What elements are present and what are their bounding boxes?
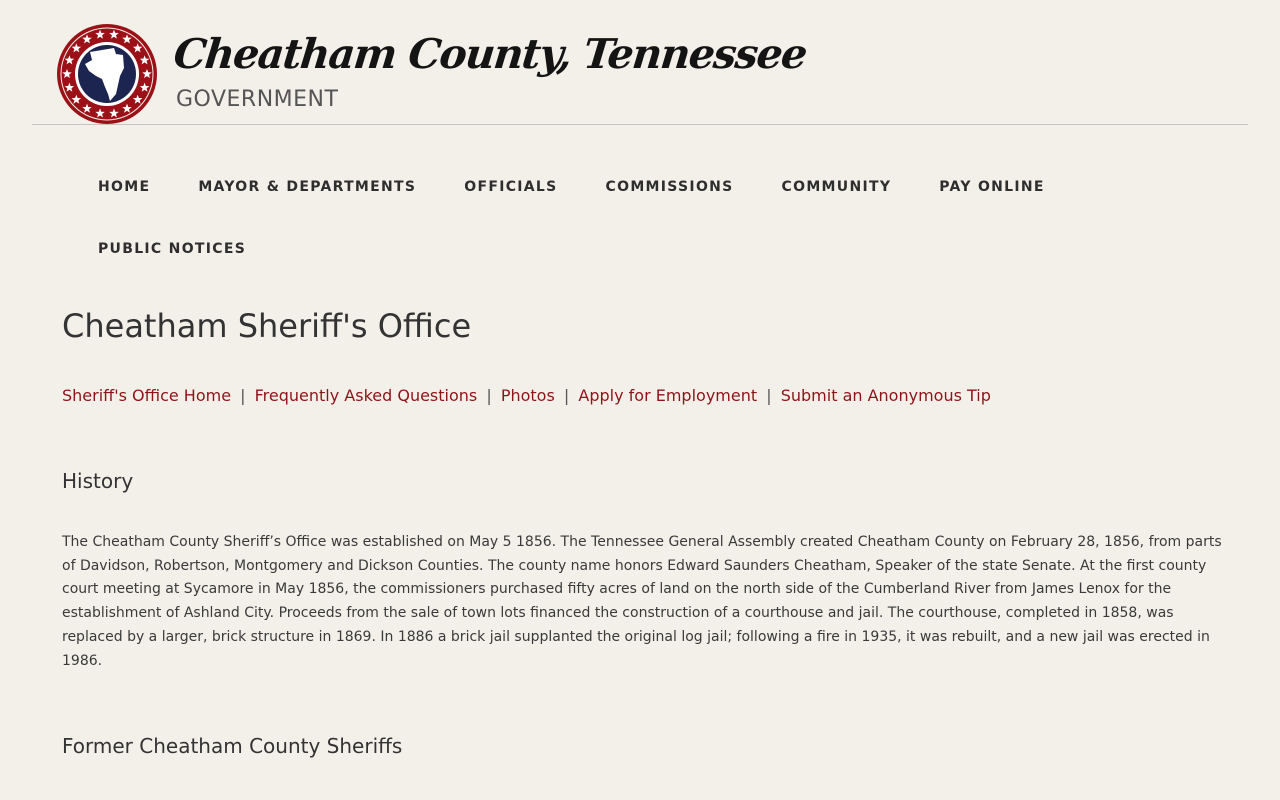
link-sheriffs-office-home[interactable]: Sheriff's Office Home <box>62 386 232 405</box>
nav-item-commissions[interactable]: COMMISSIONS <box>605 179 734 195</box>
county-seal-graphic <box>56 24 160 124</box>
site-header <box>32 0 1248 125</box>
nav-item-community[interactable]: COMMUNITY <box>781 179 892 195</box>
site-subtitle: GOVERNMENT <box>176 87 339 112</box>
page-title: Cheatham Sheriff's Office <box>62 307 472 345</box>
link-photos[interactable]: Photos <box>500 386 555 405</box>
main-navigation <box>98 160 1098 284</box>
link-separator: | <box>486 386 492 405</box>
link-separator: | <box>563 386 570 405</box>
nav-item-mayor-departments[interactable]: MAYOR & DEPARTMENTS <box>198 179 417 195</box>
link-anonymous-tip[interactable]: Submit an Anonymous Tip <box>780 386 991 405</box>
link-separator: | <box>240 386 246 405</box>
link-apply-for-employment[interactable]: Apply for Employment <box>578 386 758 405</box>
history-heading: History <box>62 469 134 493</box>
sheriff-subnav <box>62 386 991 405</box>
nav-item-pay-online[interactable]: PAY ONLINE <box>939 179 1045 195</box>
former-sheriffs-heading: Former Cheatham County Sheriffs <box>62 734 403 758</box>
nav-item-officials[interactable]: OFFICIALS <box>464 179 558 195</box>
nav-item-home[interactable]: HOME <box>98 179 151 195</box>
history-paragraph: The Cheatham County Sheriff’s Office was established on May 5 1856. The Tennessee General Assembly created Cheatham County on February 28, 1856, from parts of Davidson, Robertson, Montgomery and Dickson Counties. The county name honors Edward Saunders Cheatham, Speaker of the state Senate. At the first county court meeting at Sycamore in May 1856, the commissioners purchased fifty acres of land on the north side of the Cumberland River from James Lenox for the establishment of Ashland City. Proceeds from the sale of town lots financed the construction of a courthouse and jail. The courthouse, completed in 1858, was replaced by a larger, brick structure in 1869. In 1886 a brick jail supplanted the original log jail; following a fire in 1935, it was rebuilt, and a new jail was erected in 1986. <box>62 534 1222 669</box>
link-faq[interactable]: Frequently Asked Questions <box>254 386 478 405</box>
nav-item-public-notices[interactable]: PUBLIC NOTICES <box>98 241 247 257</box>
site-title[interactable]: Cheatham County, Tennessee <box>171 30 809 78</box>
nav-row <box>98 222 1098 276</box>
link-separator: | <box>766 386 772 405</box>
nav-row <box>98 160 1098 214</box>
county-seal-icon[interactable] <box>56 24 160 124</box>
